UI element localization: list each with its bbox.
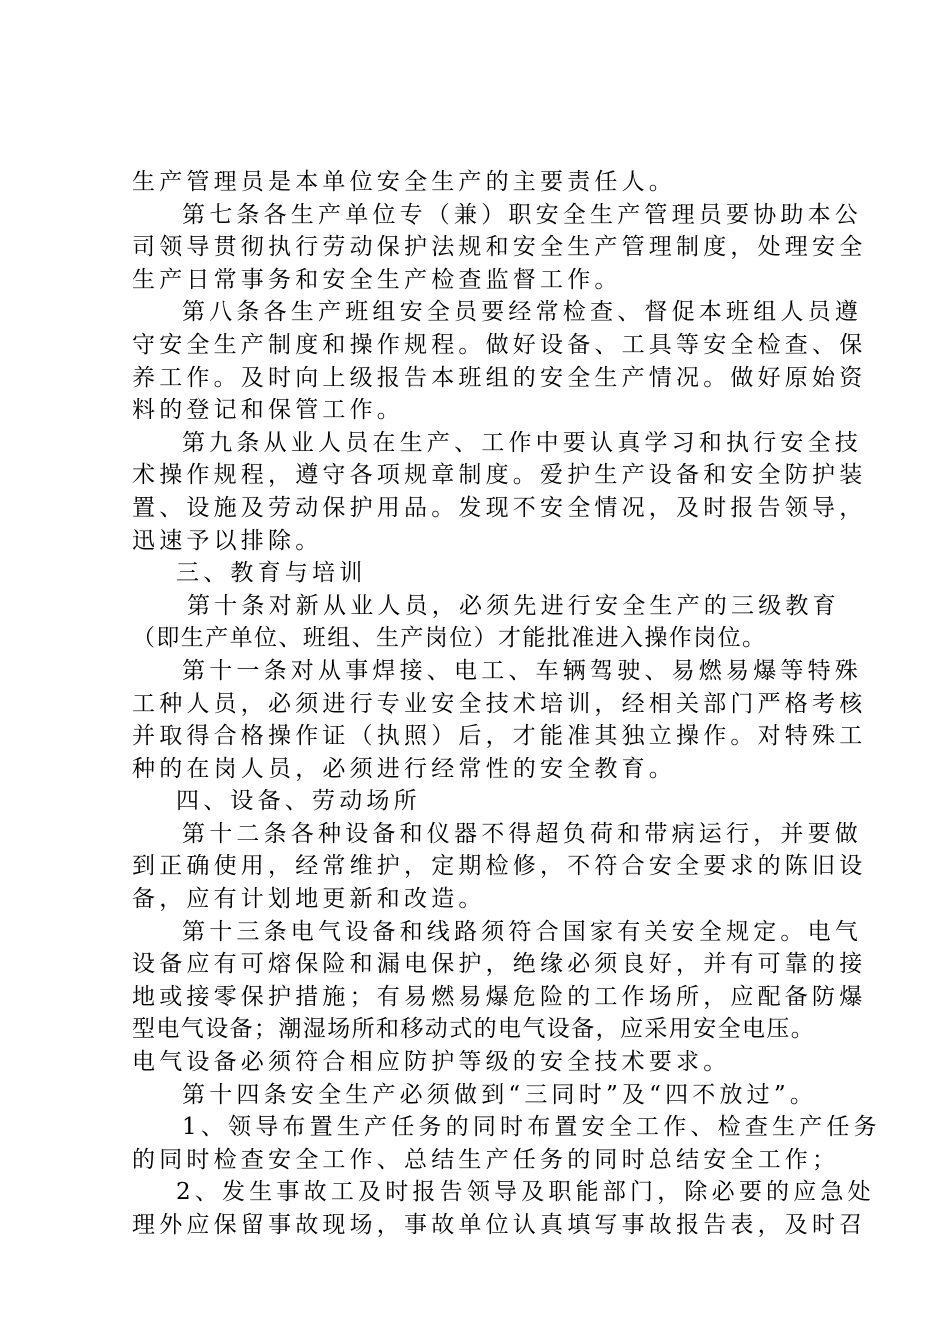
- text-line: 备，应有计划地更新和改造。: [132, 886, 486, 913]
- paragraph-article-8: 第八条各生产班组安全员要经常检查、督促本班组人员遵: [182, 299, 862, 326]
- section-heading-education: 三、教育与培训: [176, 560, 367, 587]
- text-line: 术操作规程，遵守各项规章制度。爱护生产设备和安全防护装: [132, 462, 867, 489]
- paragraph-article-14: 第十四条安全生产必须做到“三同时”及“四不放过”。: [182, 1081, 818, 1108]
- text-line: 工种人员，必须进行专业安全技术培训，经相关部门严格考核: [132, 690, 867, 717]
- text-line: 迅速予以排除。: [132, 527, 323, 554]
- text-line: 司领导贯彻执行劳动保护法规和安全生产管理制度，处理安全: [132, 234, 867, 261]
- text-line: 守安全生产制度和操作规程。做好设备、工具等安全检查、保: [132, 331, 867, 358]
- list-item-1: 1、领导布置生产任务的同时布置安全工作、检查生产任务: [182, 1114, 881, 1141]
- paragraph-article-12: 第十二条各种设备和仪器不得超负荷和带病运行，并要做: [182, 820, 862, 847]
- text-line: 地或接零保护措施；有易燃易爆危险的工作场所，应配备防爆: [132, 983, 867, 1010]
- paragraph-article-11: 第十一条对从事焊接、电工、车辆驾驶、易燃易爆等特殊: [182, 657, 862, 684]
- body-text: [132, 166, 881, 1242]
- text-line: 置、设施及劳动保护用品。发现不安全情况，及时报告领导，: [132, 494, 867, 521]
- paragraph-article-10: 第十条对新从业人员，必须先进行安全生产的三级教育: [187, 592, 840, 619]
- text-line: （即生产单位、班组、生产岗位）才能批准进入操作岗位。: [132, 625, 767, 652]
- section-heading-equipment: 四、设备、劳动场所: [176, 788, 421, 815]
- text-line: 种的在岗人员，必须进行经常性的安全教育。: [132, 755, 676, 782]
- text-line: 电气设备必须符合相应防护等级的安全技术要求。: [132, 1049, 731, 1076]
- text-line: 养工作。及时向上级报告本班组的安全生产情况。做好原始资: [132, 364, 867, 391]
- text-line: 并取得合格操作证（执照）后，才能准其独立操作。对特殊工: [132, 723, 867, 750]
- paragraph-article-9: 第九条从业人员在生产、工作中要认真学习和执行安全技: [182, 429, 862, 456]
- list-item-2: 2、发生事故工及时报告领导及职能部门，除必要的应急处: [176, 1179, 875, 1206]
- text-line: 料的登记和保管工作。: [132, 397, 404, 424]
- paragraph-article-7: 第七条各生产单位专（兼）职安全生产管理员要协助本公: [182, 201, 862, 228]
- text-line: 型电气设备；潮湿场所和移动式的电气设备，应采用安全电压。: [132, 1016, 816, 1043]
- text-line: 生产管理员是本单位安全生产的主要责任人。: [132, 169, 676, 195]
- text-line: 设备应有可熔保险和漏电保护，绝缘必须良好，并有可靠的接: [132, 951, 867, 978]
- paragraph-article-13: 第十三条电气设备和线路须符合国家有关安全规定。电气: [182, 918, 862, 945]
- text-line: 到正确使用，经常维护，定期检修，不符合安全要求的陈旧设: [132, 853, 867, 880]
- text-line: 理外应保留事故现场，事故单位认真填写事故报告表，及时召: [132, 1212, 867, 1238]
- text-line: 的同时检查安全工作、总结生产任务的同时总结安全工作；: [132, 1146, 840, 1173]
- text-line: 生产日常事务和安全生产检查监督工作。: [132, 266, 622, 293]
